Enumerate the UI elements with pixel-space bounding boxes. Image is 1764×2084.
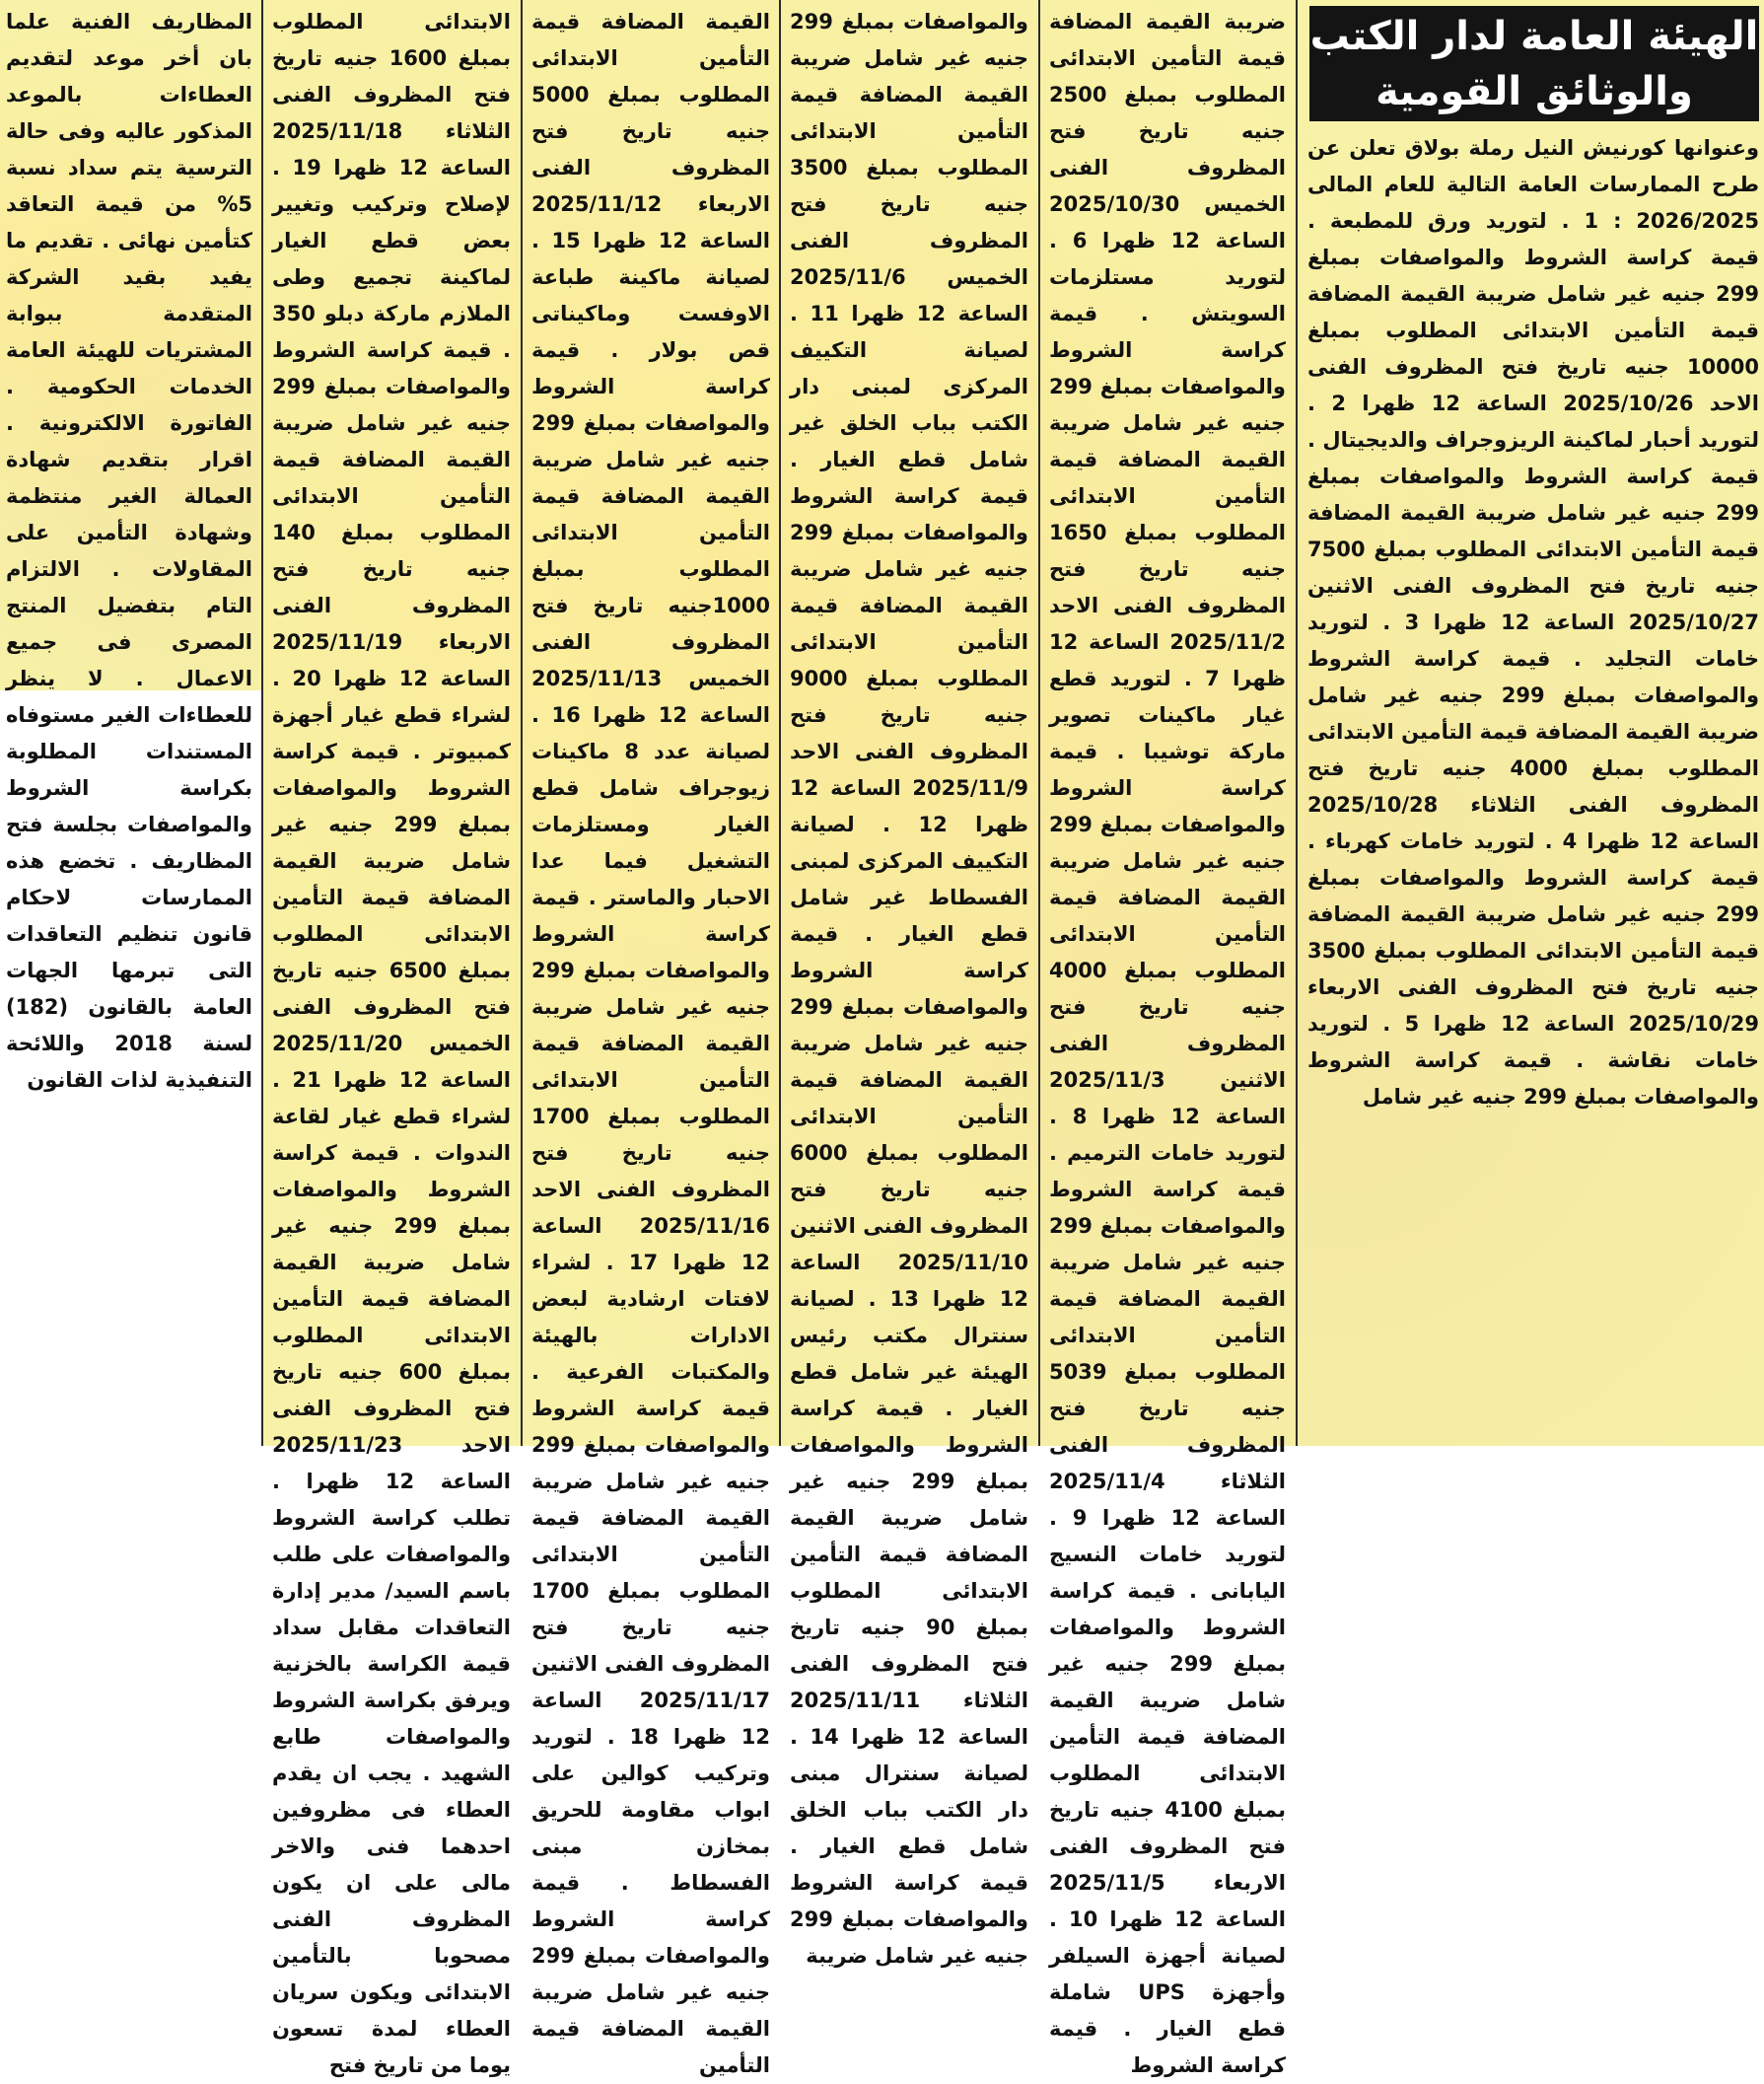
column-rule: [521, 0, 523, 1446]
column-text: الابتدائى المطلوب بمبلغ 1600 جنيه تاريخ فتح المظروف الفنى الثلاثاء 2025/11/18 الساعة 12 ظهرا 19 . لإصلاح وتركيب وتغيير بعض قطع الغيار لماكينة تجميع وطى الملازم ماركة دبلو 350 . قيمة كراسة الشروط والمواصفات بمبلغ 299 جنيه غير شامل ضريبة القيمة المضافة قيمة التأمين الابتدائى المطلوب بمبلغ 140 جنيه تاريخ فتح المظروف الفنى الاربعاء 2025/11/19 الساعة 12 ظهرا 20 . لشراء قطع غيار أجهزة كمبيوتر . قيمة كراسة الشروط والمواصفات بمبلغ 299 جنيه غير شامل ضريبة القيمة المضافة قيمة التأمين الابتدائى المطلوب بمبلغ 6500 جنيه تاريخ فتح المظروف الفنى الخميس 2025/11/20 الساعة 12 ظهرا 21 . لشراء قطع غيار لقاعة الندوات . قيمة كراسة الشروط والمواصفات بمبلغ 299 جنيه غير شامل ضريبة القيمة المضافة قيمة التأمين الابتدائى المطلوب بمبلغ 600 جنيه تاريخ فتح المظروف الفنى الاحد 2025/11/23 الساعة 12 ظهرا . تطلب كراسة الشروط والمواصفات على طلب باسم السيد/ مدير إدارة التعاقدات مقابل سداد قيمة الكراسة بالخزنية ويرفق بكراسة الشروط والمواصفات طابع الشهيد . يجب ان يقدم العطاء فى مظروفين احدهما فنى والاخر مالى على ان يكون المظروف الفنى مصحوبا بالتأمين الابتدائى ويكون سريان العطاء لمدة تسعون يوما من تاريخ فتح: [272, 10, 511, 2077]
column-rule: [1296, 0, 1298, 1446]
masthead: [1309, 6, 1759, 121]
announcement-column-3: [790, 4, 1028, 1968]
column-text: القيمة المضافة قيمة التأمين الابتدائى المطلوب بمبلغ 5000 جنيه تاريخ فتح المظروف الفنى الاربعاء 2025/11/12 الساعة 12 ظهرا 15 . لصيانة ماكينة طباعة الاوفست وماكيناتى قص بولار . قيمة كراسة الشروط والمواصفات بمبلغ 299 جنيه غير شامل ضريبة القيمة المضافة قيمة التأمين الابتدائى المطلوب بمبلغ 1000جنيه تاريخ فتح المظروف الفنى الخميس 2025/11/13 الساعة 12 ظهرا 16 . لصيانة عدد 8 ماكينات زيوجراف شامل قطع الغيار ومستلزمات التشغيل فيما عدا الاحبار والماستر . قيمة كراسة الشروط والمواصفات بمبلغ 299 جنيه غير شامل ضريبة القيمة المضافة قيمة التأمين الابتدائى المطلوب بمبلغ 1700 جنيه تاريخ فتح المظروف الفنى الاحد 2025/11/16 الساعة 12 ظهرا 17 . لشراء لافتات ارشادية لبعض الادارات بالهيئة والمكتبات الفرعية . قيمة كراسة الشروط والمواصفات بمبلغ 299 جنيه غير شامل ضريبة القيمة المضافة قيمة التأمين الابتدائى المطلوب بمبلغ 1700 جنيه تاريخ فتح المظروف الفنى الاثنين 2025/11/17 الساعة 12 ظهرا 18 . لتوريد وتركيب كوالين على ابواب مقاومة للحريق بمخازن مبنى الفسطاط . قيمة كراسة الشروط والمواصفات بمبلغ 299 جنيه غير شامل ضريبة القيمة المضافة قيمة التأمين: [531, 10, 771, 2077]
masthead-line-1: الهيئة العامة لدار الكتب: [1309, 13, 1759, 59]
column-text: وعنوانها كورنيش النيل رملة بولاق تعلن عن طرح الممارسات العامة التالية للعام المالى 2026/2025 : 1 . لتوريد ورق للمطبعة . قيمة كراسة الشروط والمواصفات بمبلغ 299 جنيه غير شامل ضريبة القيمة المضافة قيمة التأمين الابتدائى المطلوب بمبلغ 10000 جنيه تاريخ فتح المظروف الفنى الاحد 2025/10/26 الساعة 12 ظهرا 2 . لتوريد أحبار لماكينة الريزوجراف والديجيتال . قيمة كراسة الشروط والمواصفات بمبلغ 299 جنيه غير شامل ضريبة القيمة المضافة قيمة التأمين الابتدائى المطلوب بمبلغ 7500 جنيه تاريخ فتح المظروف الفنى الاثنين 2025/10/27 الساعة 12 ظهرا 3 . لتوريد خامات التجليد . قيمة كراسة الشروط والمواصفات بمبلغ 299 جنيه غير شامل ضريبة القيمة المضافة قيمة التأمين الابتدائى المطلوب بمبلغ 4000 جنيه تاريخ فتح المظروف الفنى الثلاثاء 2025/10/28 الساعة 12 ظهرا 4 . لتوريد خامات كهرباء . قيمة كراسة الشروط والمواصفات بمبلغ 299 جنيه غير شامل ضريبة القيمة المضافة قيمة التأمين الابتدائى المطلوب بمبلغ 3500 جنيه تاريخ فتح المظروف الفنى الاربعاء 2025/10/29 الساعة 12 ظهرا 5 . لتوريد خامات نقاشة . قيمة كراسة الشروط والمواصفات بمبلغ 299 جنيه غير شامل: [1307, 136, 1760, 1109]
masthead-line-2: والوثائق القومية: [1376, 68, 1693, 114]
column-rule: [779, 0, 781, 1446]
announcement-column-6: [6, 4, 252, 1092]
column-text: والمواصفات بمبلغ 299 جنيه غير شامل ضريبة القيمة المضافة قيمة التأمين الابتدائى المطلوب بمبلغ 3500 جنيه تاريخ فتح المظروف الفنى الخميس 2025/11/6 الساعة 12 ظهرا 11 . لصيانة التكييف المركزى لمبنى دار الكتب بباب الخلق غير شامل قطع الغيار . قيمة كراسة الشروط والمواصفات بمبلغ 299 جنيه غير شامل ضريبة القيمة المضافة قيمة التأمين الابتدائى المطلوب بمبلغ 9000 جنيه تاريخ فتح المظروف الفنى الاحد 2025/11/9 الساعة 12 ظهرا 12 . لصيانة التكييف المركزى لمبنى الفسطاط غير شامل قطع الغيار . قيمة كراسة الشروط والمواصفات بمبلغ 299 جنيه غير شامل ضريبة القيمة المضافة قيمة التأمين الابتدائى المطلوب بمبلغ 6000 جنيه تاريخ فتح المظروف الفنى الاثنين 2025/11/10 الساعة 12 ظهرا 13 . لصيانة سنترال مكتب رئيس الهيئة غير شامل قطع الغيار . قيمة كراسة الشروط والمواصفات بمبلغ 299 جنيه غير شامل ضريبة القيمة المضافة قيمة التأمين الابتدائى المطلوب بمبلغ 90 جنيه تاريخ فتح المظروف الفنى الثلاثاء 2025/11/11 الساعة 12 ظهرا 14 . لصيانة سنترال مبنى دار الكتب بباب الخلق شامل قطع الغيار . قيمة كراسة الشروط والمواصفات بمبلغ 299 جنيه غير شامل ضريبة: [790, 10, 1028, 1968]
announcement-column-5: [272, 4, 511, 2077]
announcement-column-2: [1049, 4, 1287, 2077]
column-rule: [1038, 0, 1040, 1446]
announcement-column-1: [1307, 130, 1759, 1442]
column-rule: [261, 0, 263, 1446]
column-text: المظاريف الفنية علما بان أخر موعد لتقديم العطاءات بالموعد المذكور عاليه وفى حالة الترسية يتم سداد نسبة 5% من قيمة التعاقد كتأمين نهائى . تقديم ما يفيد بقيد الشركة المتقدمة ببوابة المشتريات للهيئة العامة الخدمات الحكومية . الفاتورة الالكترونية . اقرار بتقديم شهادة العمالة الغير منتظمة وشهادة التأمين على المقاولات . الالتزام التام بتفضيل المنتج المصرى فى جميع الاعمال . لا ينظر للعطاءات الغير مستوفاه المستندات المطلوبة بكراسة الشروط والمواصفات بجلسة فتح المظاريف . تخضع هذه الممارسات لاحكام قانون تنظيم التعاقدات التى تبرمها الجهات العامة بالقانون (182) لسنة 2018 واللائحة التنفيذية لذات القانون: [6, 10, 252, 1092]
announcement-column-4: [531, 4, 771, 2077]
column-text: ضريبة القيمة المضافة قيمة التأمين الابتدائى المطلوب بمبلغ 2500 جنيه تاريخ فتح المظروف الفنى الخميس 2025/10/30 الساعة 12 ظهرا 6 . لتوريد مستلزمات السويتش . قيمة كراسة الشروط والمواصفات بمبلغ 299 جنيه غير شامل ضريبة القيمة المضافة قيمة التأمين الابتدائى المطلوب بمبلغ 1650 جنيه تاريخ فتح المظروف الفنى الاحد 2025/11/2 الساعة 12 ظهرا 7 . لتوريد قطع غيار ماكينات تصوير ماركة توشيبا . قيمة كراسة الشروط والمواصفات بمبلغ 299 جنيه غير شامل ضريبة القيمة المضافة قيمة التأمين الابتدائى المطلوب بمبلغ 4000 جنيه تاريخ فتح المظروف الفنى الاثنين 2025/11/3 الساعة 12 ظهرا 8 . لتوريد خامات الترميم . قيمة كراسة الشروط والمواصفات بمبلغ 299 جنيه غير شامل ضريبة القيمة المضافة قيمة التأمين الابتدائى المطلوب بمبلغ 5039 جنيه تاريخ فتح المظروف الفنى الثلاثاء 2025/11/4 الساعة 12 ظهرا 9 . لتوريد خامات النسيج اليابانى . قيمة كراسة الشروط والمواصفات بمبلغ 299 جنيه غير شامل ضريبة القيمة المضافة قيمة التأمين الابتدائى المطلوب بمبلغ 4100 جنيه تاريخ فتح المظروف الفنى الاربعاء 2025/11/5 الساعة 12 ظهرا 10 . لصيانة أجهزة السيلفر وأجهزة UPS شاملة قطع الغيار . قيمة كراسة الشروط: [1049, 10, 1287, 2077]
